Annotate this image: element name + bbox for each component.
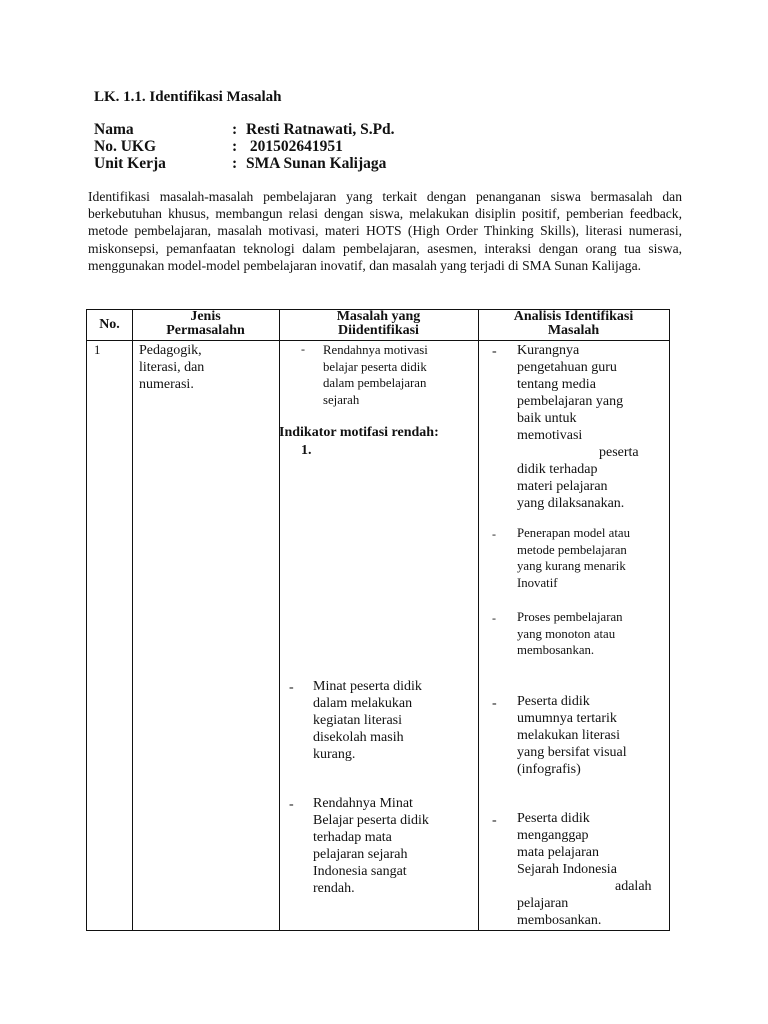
cell-line: pembelajaran yang	[517, 394, 624, 409]
header-no: No.	[99, 317, 120, 332]
bullet-dash: -	[289, 797, 294, 812]
header-text: Masalah	[547, 323, 600, 338]
bullet-dash: -	[301, 342, 305, 356]
cell-line: metode pembelajaran	[517, 542, 627, 557]
cell-line: (infografis)	[517, 762, 581, 777]
cell-line: materi pelajaran	[517, 479, 608, 494]
cell-line: Rendahnya Minat	[313, 796, 413, 811]
cell-line: Sejarah Indonesia	[517, 862, 617, 877]
header-analisis	[478, 310, 669, 338]
identity-value: 201502641951	[246, 138, 343, 155]
bullet-dash: -	[492, 813, 497, 828]
cell-line: Belajar peserta didik	[313, 813, 429, 828]
cell-line: dalam pembelajaran	[323, 376, 427, 390]
cell-line: adalah	[615, 879, 652, 894]
cell-line: Penerapan model atau	[517, 526, 630, 540]
cell-line: Indonesia sangat	[313, 864, 407, 879]
analisis-item-1	[517, 342, 639, 512]
cell-line: peserta	[599, 445, 639, 460]
column-divider	[478, 310, 479, 930]
cell-line: yang monoton atau	[517, 626, 616, 641]
header-jenis	[132, 310, 279, 338]
cell-line: literasi, dan	[139, 360, 205, 375]
cell-line: memotivasi	[517, 428, 583, 443]
document-title: LK. 1.1. Identifikasi Masalah	[94, 89, 282, 105]
cell-line: yang bersifat visual	[517, 745, 627, 760]
cell-line: Inovatif	[517, 575, 558, 590]
cell-line: Rendahnya motivasi	[323, 343, 428, 357]
masalah-item-3	[313, 795, 429, 897]
cell-line: mata pelajaran	[517, 845, 600, 860]
identity-value: Resti Ratnawati, S.Pd.	[246, 121, 395, 138]
indikator-number: 1.	[301, 443, 312, 458]
header-text: Analisis Identifikasi	[513, 309, 634, 324]
cell-line: Minat peserta didik	[313, 679, 422, 694]
intro-paragraph: Identifikasi masalah-masalah pembelajaran yang terkait dengan penanganan siswa bermasalah dan berkebutuhan khusus, membangun relasi dengan siswa, melakukan disiplin positif, pemberian feedback, metode pembelajaran, masalah motivasi, materi HOTS (High Order Thinking Skills), literasi numerasi, miskonsepsi, pemanfaatan teknologi dalam pembelajaran, asesmen, interaksi dengan orang tua siswa, menggunakan model-model pembelajaran inovatif, dan masalah yang terjadi di SMA Sunan Kalijaga.	[88, 189, 682, 273]
cell-line: membosankan.	[517, 643, 595, 657]
cell-line: pelajaran	[517, 896, 569, 911]
header-text: Jenis	[190, 309, 221, 324]
identification-table	[86, 309, 670, 931]
cell-line: dalam melakukan	[313, 696, 413, 711]
cell-line: rendah.	[313, 881, 355, 896]
cell-line: umumnya tertarik	[517, 711, 617, 726]
cell-line: pelajaran sejarah	[313, 847, 408, 862]
identity-label: No. UKG	[94, 138, 156, 155]
identity-colon: :	[232, 155, 238, 172]
identity-label: Nama	[94, 121, 134, 138]
cell-line: Pedagogik,	[139, 343, 202, 358]
cell-line: Peserta didik	[517, 694, 590, 709]
cell-line: pengetahuan guru	[517, 360, 617, 375]
header-masalah	[279, 310, 478, 338]
cell-line: melakukan literasi	[517, 728, 621, 743]
bullet-dash: -	[492, 527, 496, 541]
row-number: 1	[94, 343, 101, 357]
bullet-dash: -	[492, 696, 497, 711]
bullet-dash: -	[492, 611, 496, 625]
bullet-dash: -	[492, 344, 497, 359]
cell-line: tentang media	[517, 377, 596, 392]
column-divider	[279, 310, 280, 930]
cell-line: kurang.	[313, 747, 356, 762]
header-text: Diidentifikasi	[338, 323, 419, 338]
identity-row-unit	[94, 155, 386, 173]
identity-value: SMA Sunan Kalijaga	[246, 155, 387, 172]
analisis-item-5	[517, 810, 652, 929]
cell-line: Proses pembelajaran	[517, 610, 623, 624]
header-text: Masalah yang	[336, 309, 421, 324]
cell-line: baik untuk	[517, 411, 577, 426]
cell-line: Peserta didik	[517, 811, 590, 826]
cell-line: numerasi.	[139, 377, 194, 392]
identity-row-ukg	[94, 138, 343, 156]
cell-line: didik terhadap	[517, 462, 598, 477]
header-divider	[87, 340, 669, 341]
cell-line: yang kurang menarik	[517, 559, 626, 573]
masalah-item-2	[313, 678, 422, 763]
analisis-item-2	[517, 525, 630, 591]
cell-line: Kurangnya	[517, 343, 580, 358]
header-text: Permasalahn	[166, 323, 245, 338]
bullet-dash: -	[289, 680, 294, 695]
cell-line: belajar peserta didik	[323, 359, 427, 374]
column-divider	[132, 310, 133, 930]
cell-line: disekolah masih	[313, 730, 404, 745]
masalah-item-1	[323, 342, 428, 408]
identity-colon: :	[232, 138, 238, 155]
analisis-item-3	[517, 609, 623, 659]
cell-line: menganggap	[517, 828, 589, 843]
identity-row-nama	[94, 121, 395, 139]
cell-line: terhadap mata	[313, 830, 392, 845]
analisis-item-4	[517, 693, 627, 778]
cell-jenis	[139, 342, 204, 393]
indikator-label: Indikator motifasi rendah:	[279, 425, 439, 440]
cell-line: yang dilaksanakan.	[517, 496, 625, 511]
identity-label: Unit Kerja	[94, 155, 166, 172]
identity-colon: :	[232, 121, 238, 138]
cell-line: kegiatan literasi	[313, 713, 403, 728]
cell-line: membosankan.	[517, 913, 602, 928]
cell-line: sejarah	[323, 392, 360, 407]
